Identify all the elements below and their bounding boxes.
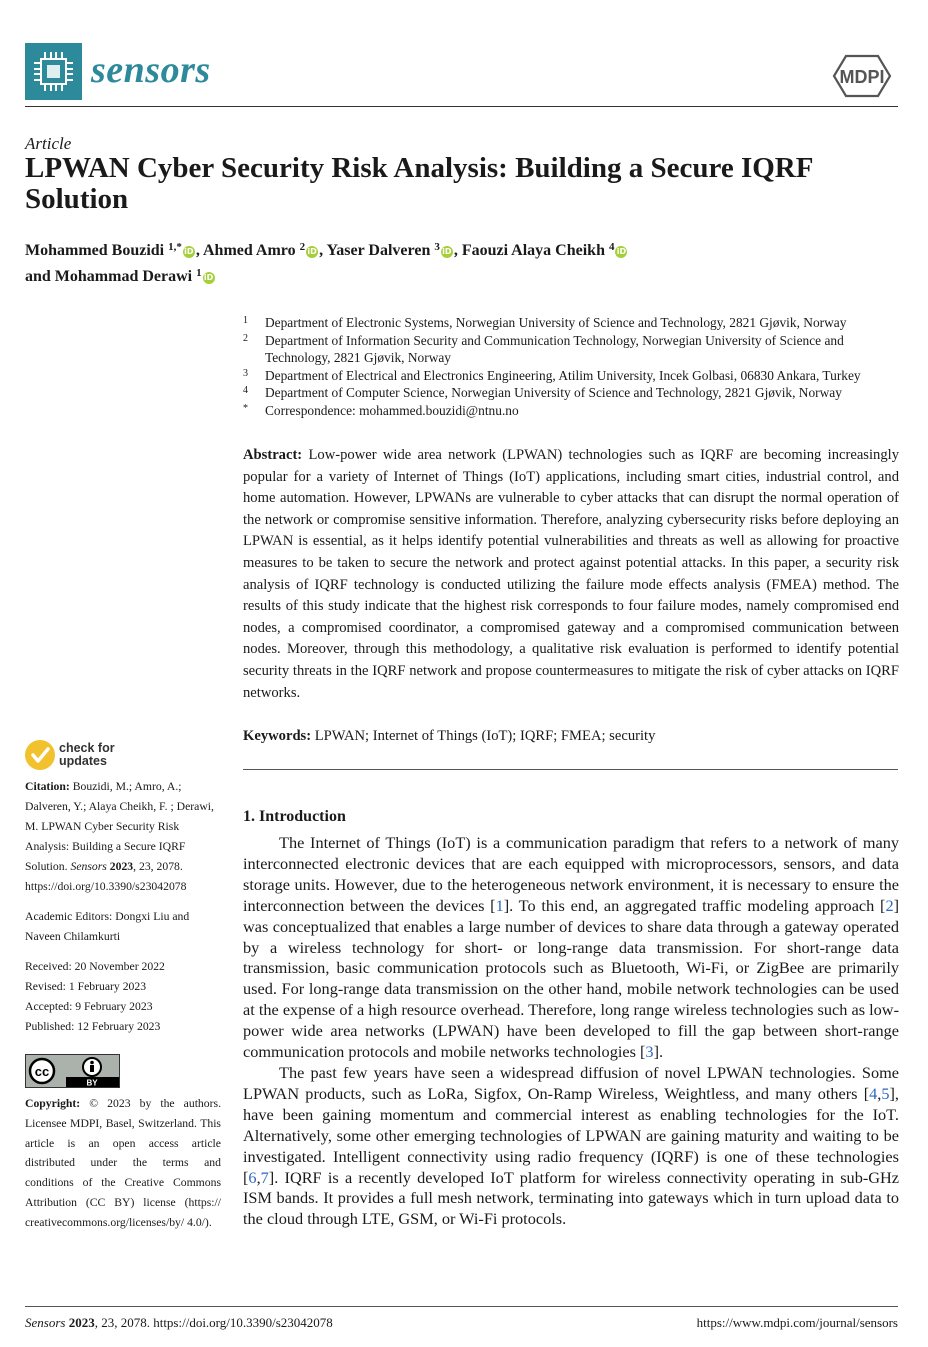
body-text-segment: The Internet of Things (IoT) is a communication paradigm that refers to a network of many interconnected electronic devices that are each equipped with microprocessors, sensors, and data storage units. However, due to the heterogeneous network environment, it is necessary to ensure the interconnection between the devices [ — [243, 833, 899, 915]
received-date: Received: 20 November 2022 — [25, 960, 165, 973]
chip-icon — [25, 43, 82, 100]
publication-dates — [25, 957, 221, 1037]
cc-by-text: BY — [86, 1078, 98, 1087]
mdpi-logo[interactable] — [826, 53, 898, 99]
affiliation-number: * — [243, 402, 248, 414]
citation-doi[interactable]: , 23, 2078. https://doi.org/10.3390/s23042078 — [25, 860, 187, 893]
body-text-segment: ]. To this end, an aggregated traffic modeling approach [ — [503, 895, 886, 915]
body-text-segment: , — [256, 1167, 261, 1187]
body-paragraph — [243, 833, 899, 1063]
reference-link[interactable]: 2 — [885, 895, 894, 915]
citation-journal: Sensors — [70, 860, 107, 873]
orcid-icon[interactable]: iD — [307, 247, 317, 256]
abstract-text: Low-power wide area network (LPWAN) technologies such as IQRF are becoming increasingly popular for a variety of Internet of Things (IoT) applications, including smart cities, industrial control, and home automation. However, LPWANs are vulnerable to cyber attacks that can disrupt the normal operation of the network or compromise sensitive information. Therefore, analyzing cybersecurity risks before deploying an LPWAN is essential, as it helps identify potential vulnerabilities and threats as well as allowing for proactive measures to be taken to secure the network and protect against potential attacks. In this paper, a security risk analysis of IQRF technology is conducted utilizing the failure mode effects analysis (FMEA) method. The results of this study indicate that the highest risk corresponds to four failure modes, namely compromised end nodes, a compromised coordinator, a compromised gateway and a compromised communication between nodes. Moreover, through this methodology, a qualitative risk evaluation is performed to identify potential security threats in the IQRF network and propose countermeasures to mitigate the risk of cyber attacks on IQRF networks. — [243, 447, 899, 701]
affiliation-text: Department of Electronic Systems, Norwegian University of Science and Technology, 2821 Gjøvik, Norway — [265, 315, 847, 330]
affiliation-number: 2 — [243, 332, 248, 344]
footer-doi[interactable]: , 23, 2078. https://doi.org/10.3390/s23042078 — [94, 1315, 333, 1330]
body-text — [243, 833, 899, 1230]
copyright-label: Copyright: — [25, 1097, 81, 1110]
body-text-segment: The past few years have seen a widespread diffusion of novel LPWAN technologies. Some LPWAN products, such as LoRa, Sigfox, On-Ramp Wireless, Weightless, and many others [ — [243, 1062, 899, 1103]
footer-journal: Sensors — [25, 1315, 66, 1330]
mdpi-logo-text: MDPI — [839, 67, 885, 87]
keywords-label: Keywords: — [243, 728, 312, 744]
body-text-segment: ] was conceptualized that enables a large number of devices to share data through a gateway operated by a wireless technology for short- or long-range data transmission. For short-range data transmission, basic communication protocols such as Bluetooth, Wi-Fi, or ZigBee are primarily used. For long-range data transmission on the other hand, mobile network technologies can be used at the expense of a high resource overhead. Therefore, long range wireless technologies such as low-power wide area networks (LPWAN) have been developed to fill the gap between short-range communication protocols and mobile networks technologies [ — [243, 895, 900, 1062]
citation-label: Citation: — [25, 780, 70, 793]
published-date: Published: 12 February 2023 — [25, 1020, 161, 1033]
check-for-updates-badge[interactable] — [25, 740, 135, 774]
accepted-date: Accepted: 9 February 2023 — [25, 1000, 153, 1013]
orcid-icon[interactable]: iD — [616, 247, 627, 256]
affiliation-text: Department of Computer Science, Norwegian University of Science and Technology, 2821 Gjøvik, Norway — [265, 385, 842, 400]
author-affiliation-mark: 4 — [608, 241, 615, 253]
citation: Citation: Bouzidi, M.; Amro, A.; Dalveren, Y.; Alaya Cheikh, F. ; Derawi, M. LPWAN Cyber Security Risk Analysis: Building a Secure IQRF Solution. Sensors 2023, 23, 2078. https://doi.org/10.3390/s23042078 — [25, 780, 214, 893]
reference-link[interactable]: 6 — [248, 1167, 257, 1187]
body-text-segment: ]. — [653, 1042, 664, 1062]
abstract-label: Abstract: — [243, 447, 303, 463]
body-paragraph — [243, 1063, 899, 1230]
affiliation-text: Department of Information Security and Communication Technology, Norwegian University of Science and Technology, 2821 Gjøvik, Norway — [265, 332, 844, 365]
reference-link[interactable]: 1 — [495, 895, 504, 915]
body-text-segment: ]. IQRF is a recently developed IoT platform for wireless connectivity operating in sub-GHz ISM bands. It provides a full mesh network, terminating into gateways which in turn upload data to the cloud through LTE, GSM, or Wi-Fi protocols. — [243, 1167, 899, 1229]
author-name[interactable]: Faouzi Alaya Cheikh — [461, 242, 605, 259]
article-type: Article — [25, 134, 72, 153]
author-affiliation-mark: 2 — [299, 241, 306, 253]
orcid-icon[interactable]: iD — [442, 247, 452, 256]
copyright-text: © 2023 by the authors. Licensee MDPI, Basel, Switzerland. This article is an open access article distributed under the terms and conditions of the Creative Commons Attribution (CC BY) license (https:// creativecommons.org/licenses/by/ 4.0/). — [25, 1097, 221, 1229]
footer-divider — [25, 1306, 898, 1307]
reference-link[interactable]: 3 — [645, 1042, 654, 1062]
citation-year: 2023 — [109, 860, 134, 873]
abstract — [243, 445, 899, 704]
cc-by-license-badge[interactable] — [25, 1054, 120, 1088]
author-list: Mohammed Bouzidi $^{1,*}$ iD , Ahmed Amro $^2$ iD , Yaser Dalveren $^3$ iD , Faouzi Alaya Cheikh $^4$ iD and Mohammad Derawi $^1$ iD — [25, 241, 627, 285]
body-text-segment: ], have been gaining momentum and commercial interest as enabling technologies for the IoT. Alternatively, some other emerging technologies of LPWAN are gaining maturity and waiting to be investigated. Intelligent connectivity using radio frequency (IQRF) is one of these technologies [ — [243, 1083, 899, 1187]
author-name[interactable]: Mohammad Derawi — [54, 268, 193, 285]
header-divider — [25, 106, 898, 107]
author-name[interactable]: Yaser Dalveren — [326, 242, 431, 259]
academic-editors: Academic Editors: Dongxi Liu and Naveen Chilamkurti — [25, 910, 190, 943]
author-name[interactable]: Mohammed Bouzidi — [25, 242, 165, 259]
affiliation-number: 4 — [243, 385, 248, 396]
body-text-segment: , — [877, 1083, 882, 1103]
checkmark-icon — [25, 740, 55, 770]
reference-link[interactable]: 7 — [260, 1167, 269, 1187]
affiliation-item — [243, 367, 903, 385]
copyright-notice — [25, 1094, 221, 1233]
affiliation-number: 1 — [243, 315, 248, 326]
journal-name[interactable]: sensors — [91, 49, 211, 91]
svg-text:cc: cc — [34, 1064, 50, 1079]
keywords — [243, 726, 899, 746]
journal-logo[interactable] — [25, 43, 82, 100]
keywords-text: LPWAN; Internet of Things (IoT); IQRF; FMEA; security — [314, 728, 656, 744]
paper-title: LPWAN Cyber Security Risk Analysis: Building a Secure IQRF Solution — [25, 152, 813, 215]
author-affiliation-mark: 1,* — [168, 241, 182, 253]
affiliation-number: 3 — [243, 367, 248, 379]
author-name[interactable]: Ahmed Amro — [203, 242, 296, 259]
reference-link[interactable]: 5 — [881, 1083, 890, 1103]
affiliations — [243, 314, 903, 419]
check-for-updates-text: check for updates — [59, 741, 115, 768]
affiliation-item — [243, 314, 903, 332]
affiliation-item — [243, 332, 903, 367]
abstract-divider — [243, 769, 898, 770]
article-info-sidebar — [25, 777, 221, 1047]
footer-citation — [25, 1314, 333, 1332]
author-affiliation-mark: 1 — [196, 267, 202, 279]
affiliation-item — [243, 402, 903, 420]
affiliation-text: Department of Electrical and Electronics Engineering, Atilim University, Incek Golbasi, 06830 Ankara, Turkey — [265, 367, 861, 383]
reference-link[interactable]: 4 — [869, 1083, 878, 1103]
orcid-icon[interactable]: iD — [203, 273, 214, 282]
affiliation-item — [243, 384, 903, 402]
author-affiliation-mark: 3 — [434, 241, 440, 253]
section-heading: 1. Introduction — [243, 808, 346, 825]
footer-journal-url[interactable]: https://www.mdpi.com/journal/sensors — [696, 1315, 898, 1330]
affiliation-text: Correspondence: mohammed.bouzidi@ntnu.no — [265, 402, 519, 418]
orcid-icon[interactable]: iD — [184, 247, 194, 256]
footer-year: 2023 — [68, 1315, 95, 1330]
revised-date: Revised: 1 February 2023 — [25, 980, 147, 993]
